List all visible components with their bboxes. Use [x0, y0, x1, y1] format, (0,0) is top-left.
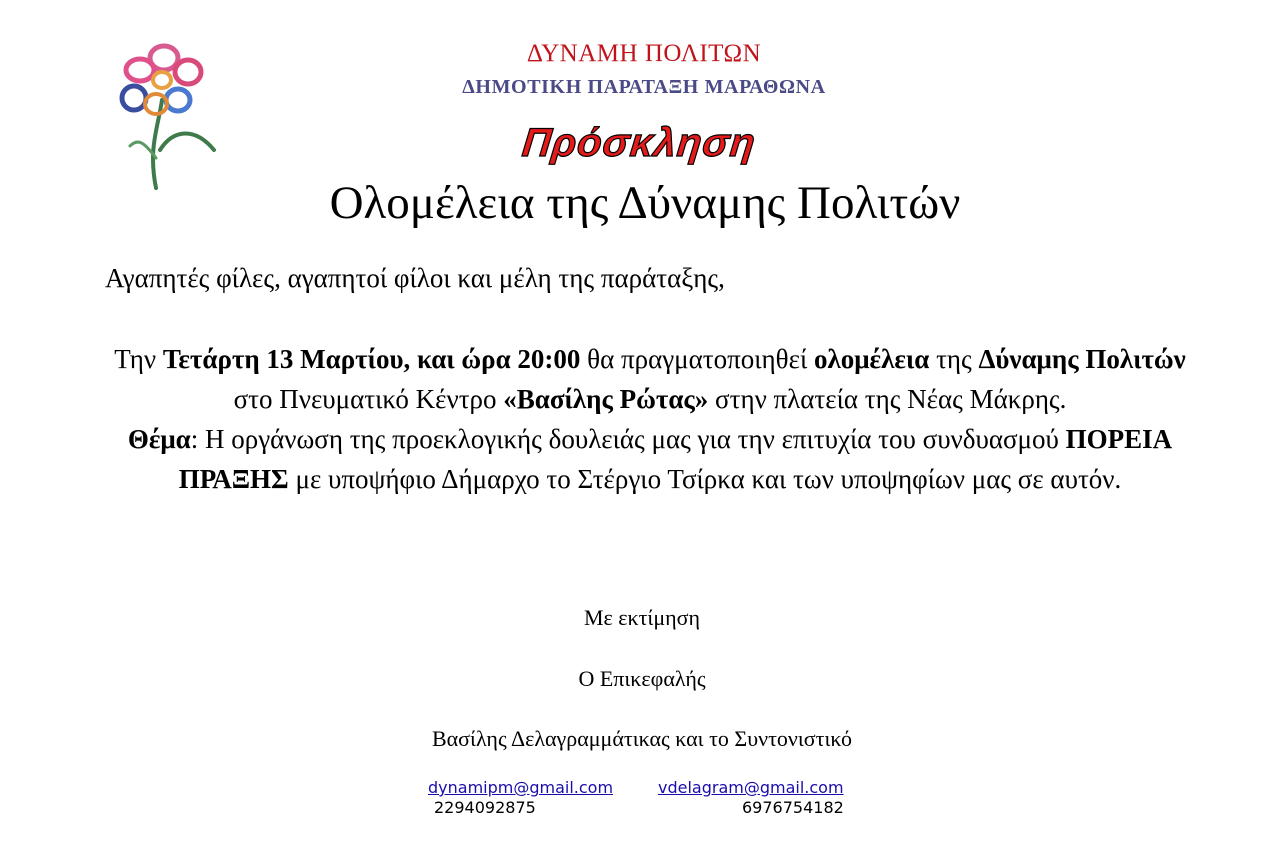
invitation-body	[100, 339, 1200, 499]
organization-name: ΔΥΝΑΜΗ ΠΟΛΙΤΩΝ	[526, 40, 762, 67]
page-title: Ολομέλεια της Δύναμης Πολιτών	[329, 177, 961, 229]
topic-text: : Η οργάνωση της προεκλογικής δουλειάς μας για την επιτυχία του συνδυασμού	[190, 424, 1066, 454]
topic-text: με υποψήφιο Δήμαρχο το Στέργιο Τσίρκα και των υποψηφίων μας σε αυτόν.	[288, 464, 1122, 494]
contact-1	[428, 778, 613, 817]
signoff-signatory: Βασίλης Δελαγραμμάτικας και το Συντονιστικό	[431, 726, 853, 751]
event-date: Τετάρτη 13 Μαρτίου, και ώρα 20:00	[162, 344, 581, 374]
contact-2	[658, 778, 844, 817]
topic-label: Θέμα	[127, 424, 191, 454]
organization-ref: Δύναμης Πολιτών	[978, 344, 1186, 374]
body-text: στο Πνευματικό Κέντρο	[233, 384, 504, 414]
greeting: Αγαπητές φίλες, αγαπητοί φίλοι και μέλη της παράταξης,	[105, 263, 725, 293]
body-text: θα πραγματοποιηθεί	[580, 344, 814, 374]
email-link[interactable]: dynamipm@gmail.com	[428, 778, 614, 797]
body-text: Την	[114, 344, 163, 374]
body-text: της	[929, 344, 979, 374]
phone-number: 6976754182	[742, 798, 844, 817]
email-link[interactable]: vdelagram@gmail.com	[658, 778, 844, 797]
body-text: στην πλατεία της Νέας Μάκρης.	[708, 384, 1067, 414]
signoff-role: Ο Επικεφαλής	[578, 666, 706, 691]
venue-name: «Βασίλης Ρώτας»	[503, 384, 709, 414]
event-type: ολομέλεια	[813, 344, 930, 374]
invitation-label: Πρόσκληση	[520, 121, 758, 165]
organization-subtitle: ΔΗΜΟΤΙΚΗ ΠΑΡΑΤΑΞΗ ΜΑΡΑΘΩΝΑ	[462, 76, 826, 98]
signoff-regards: Με εκτίμηση	[583, 605, 701, 630]
coalition-name: ΠΟΡΕΙΑ ΠΡΑΞΗΣ	[178, 424, 1173, 494]
phone-number: 2294092875	[434, 798, 536, 817]
